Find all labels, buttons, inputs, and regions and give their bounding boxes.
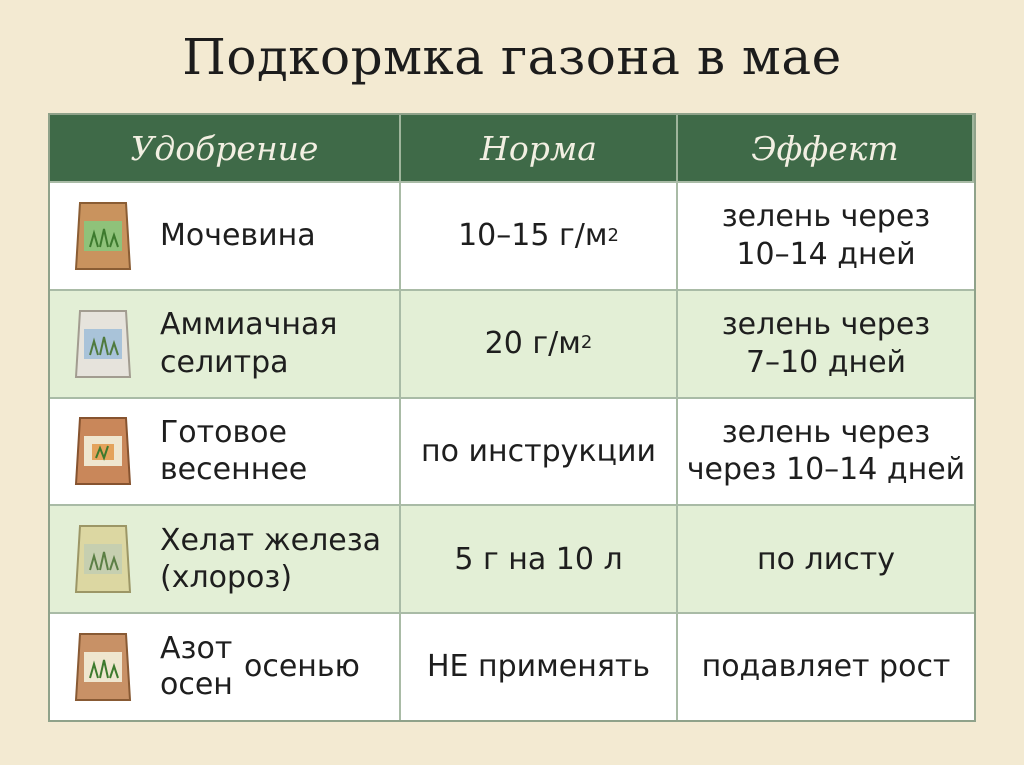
effect-cell: подавляет рост	[678, 612, 974, 720]
fertilizer-table	[48, 113, 976, 722]
norm-cell: 5 г на 10 л	[401, 504, 678, 612]
fertilizer-name: Азот осенью осен	[160, 631, 360, 703]
norm-cell: 20 г/м 2	[401, 289, 678, 397]
fertilizer-name: Аммиачная селитра	[160, 307, 338, 380]
norm-cell: НЕ применять	[401, 612, 678, 720]
table-row-name	[50, 397, 401, 505]
fertilizer-bag-icon	[72, 305, 134, 383]
effect-cell: зелень через 7–10 дней	[678, 289, 974, 397]
table-row-name	[50, 504, 401, 612]
fertilizer-name: Мочевина	[160, 218, 316, 254]
table-row-name	[50, 289, 401, 397]
header-norm: Норма	[401, 115, 678, 181]
header-fertilizer: Удобрение	[50, 115, 401, 181]
fertilizer-bag-icon	[72, 628, 134, 706]
effect-cell: по листу	[678, 504, 974, 612]
effect-cell: зелень через через 10–14 дней	[678, 397, 974, 505]
fertilizer-bag-icon	[72, 520, 134, 598]
fertilizer-name: Хелат железа (хлороз)	[160, 522, 382, 596]
fertilizer-bag-icon	[72, 412, 134, 490]
norm-cell: по инструкции	[401, 397, 678, 505]
table-row-name	[50, 181, 401, 289]
effect-cell: зелень через 10–14 дней	[678, 181, 974, 289]
fertilizer-name: Готовое весеннее	[160, 414, 308, 488]
fertilizer-bag-icon	[72, 197, 134, 275]
page-title: Подкормка газона в мае	[182, 28, 842, 86]
header-effect: Эффект	[678, 115, 974, 181]
norm-cell: 10–15 г/м 2	[401, 181, 678, 289]
table-row-name	[50, 612, 401, 720]
